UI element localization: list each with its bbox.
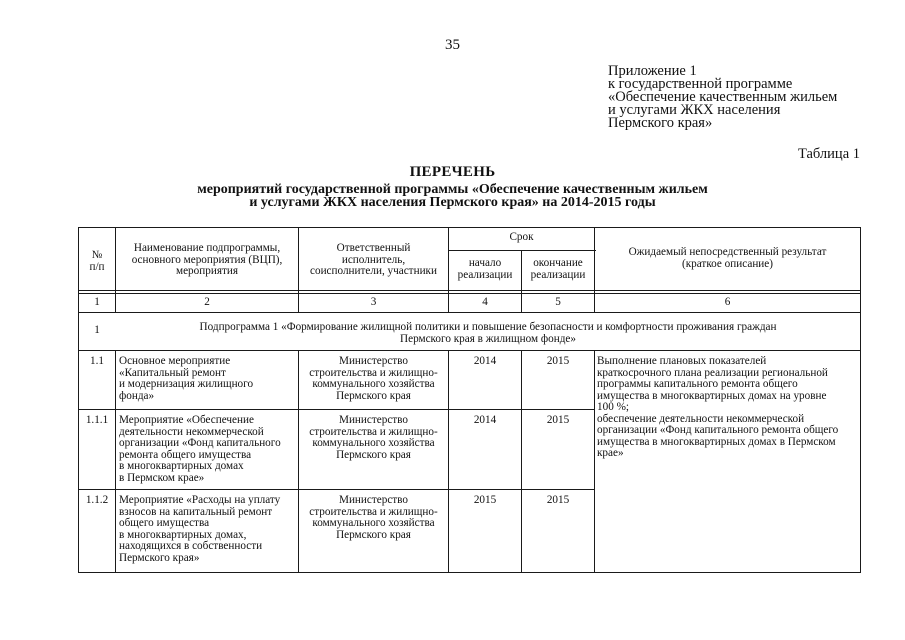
row-end-year: 2015 bbox=[546, 494, 570, 506]
column-number: 6 bbox=[724, 296, 731, 308]
table-border-bottom bbox=[78, 572, 861, 573]
column-number: 3 bbox=[370, 296, 377, 308]
table-border-right bbox=[860, 227, 861, 573]
table-rule bbox=[448, 350, 449, 573]
row-start-year: 2015 bbox=[473, 494, 497, 506]
expected-result: Выполнение плановых показателей краткосрочного плана реализации региональной программы капитального ремонта общего имущества в многоквартирных домах на уровне 100 %; обеспечение деятельности некоммерческой организации «Фонд капитального ремонта общего имущества в многоквартирных домах в Пермском крае» bbox=[597, 355, 839, 459]
row-num: 1.1.2 bbox=[85, 494, 109, 506]
row-start-year: 2014 bbox=[473, 355, 497, 367]
appendix-line: и услугами ЖКХ населения bbox=[608, 102, 781, 118]
appendix-line: Приложение 1 bbox=[608, 63, 697, 79]
table-border-left bbox=[78, 227, 79, 573]
column-number: 1 bbox=[94, 296, 100, 308]
column-number: 4 bbox=[482, 296, 488, 308]
table-rule bbox=[115, 350, 116, 573]
appendix-line: к государственной программе bbox=[608, 76, 793, 92]
row-name: Основное мероприятие «Капитальный ремонт и модернизация жилищного фонда» bbox=[119, 355, 254, 402]
row-executor: Министерство строительства и жилищно- коммунального хозяйства Пермского края bbox=[309, 355, 438, 402]
page-number: 35 bbox=[445, 37, 460, 53]
subtitle-line: мероприятий государственной программы «Обеспечение качественным жильем bbox=[197, 182, 708, 197]
measures-table bbox=[78, 227, 861, 573]
table-rule bbox=[521, 350, 522, 573]
row-executor: Министерство строительства и жилищно- коммунального хозяйства Пермского края bbox=[309, 414, 438, 461]
subprogram-title: Подпрограмма 1 «Формирование жилищной политики и повышение безопасности и комфортности проживания граждан Пермского края в жилищном фонде» bbox=[199, 321, 777, 345]
row-num: 1.1.1 bbox=[85, 414, 109, 426]
column-number: 2 bbox=[204, 296, 210, 308]
table-border-top bbox=[78, 227, 861, 228]
table-rule bbox=[78, 409, 594, 410]
appendix-note bbox=[608, 65, 837, 130]
table-rule bbox=[448, 250, 596, 251]
table-rule bbox=[78, 290, 861, 291]
row-end-year: 2015 bbox=[546, 355, 570, 367]
table-rule bbox=[78, 350, 861, 351]
row-name: Мероприятие «Расходы на уплату взносов на капитальный ремонт общего имущества в многоквартирных домах, находящихся в собственности Пермского края» bbox=[119, 494, 281, 564]
table-rule bbox=[78, 293, 861, 294]
table-rule bbox=[78, 489, 594, 490]
header-name: Наименование подпрограммы, основного мероприятия (ВЦП), мероприятия bbox=[131, 242, 283, 277]
document-title: ПЕРЕЧЕНЬ bbox=[409, 164, 496, 180]
header-start: начало реализации bbox=[457, 257, 513, 281]
row-start-year: 2014 bbox=[473, 414, 497, 426]
row-name: Мероприятие «Обеспечение деятельности некоммерческой организации «Фонд капитального ремонта общего имущества в многоквартирных домах в Пермском крае» bbox=[119, 414, 281, 484]
header-end: окончание реализации bbox=[530, 257, 586, 281]
table-rule bbox=[78, 312, 861, 313]
appendix-line: «Обеспечение качественным жильем bbox=[608, 89, 838, 105]
header-executor: Ответственный исполнитель, соисполнители, участники bbox=[310, 242, 437, 277]
subtitle-line: и услугами ЖКХ населения Пермского края» на 2014-2015 годы bbox=[249, 195, 656, 210]
header-num: № п/п bbox=[89, 249, 105, 273]
row-end-year: 2015 bbox=[546, 414, 570, 426]
subprogram-num: 1 bbox=[94, 324, 100, 336]
document-subtitle bbox=[150, 183, 755, 209]
table-rule bbox=[594, 350, 595, 573]
header-result: Ожидаемый непосредственный результат (краткое описание) bbox=[628, 246, 827, 270]
table-label: Таблица 1 bbox=[797, 146, 860, 162]
column-number: 5 bbox=[555, 296, 561, 308]
header-term: Срок bbox=[509, 231, 534, 243]
appendix-line: Пермского края» bbox=[608, 115, 713, 131]
row-executor: Министерство строительства и жилищно- коммунального хозяйства Пермского края bbox=[309, 494, 438, 541]
row-num: 1.1 bbox=[90, 355, 104, 367]
